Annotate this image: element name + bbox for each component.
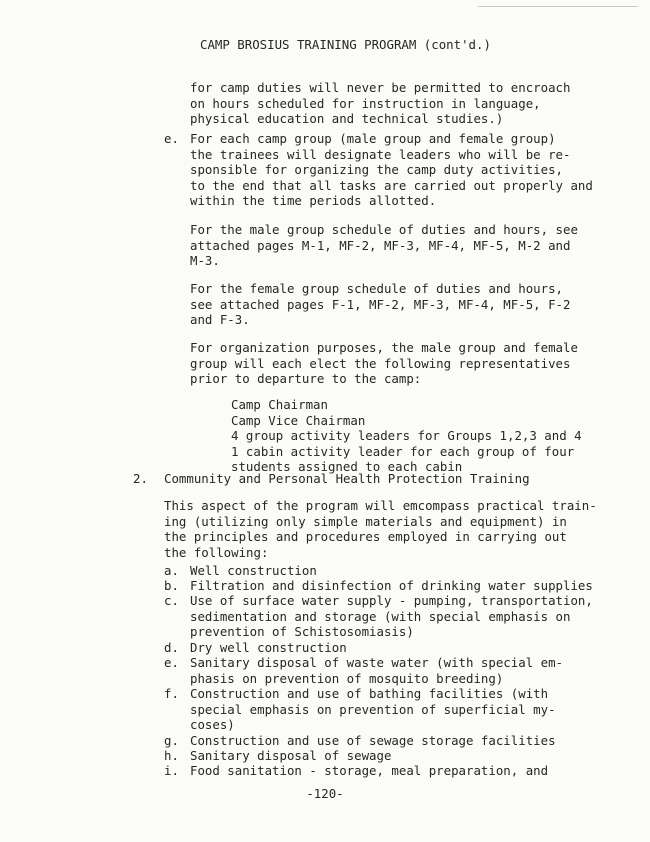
text-line: Construction and use of bathing facilities (with bbox=[190, 686, 549, 701]
list-item-label: f. bbox=[164, 686, 179, 701]
text-line: M-3. bbox=[190, 253, 220, 268]
list-item-label: i. bbox=[164, 763, 179, 778]
list-item bbox=[190, 686, 556, 733]
list-item bbox=[190, 733, 556, 749]
text-line: the trainees will designate leaders who will be re- bbox=[190, 146, 571, 162]
text-line: sponsible for organizing the camp duty activities, bbox=[190, 162, 563, 177]
text-line: prevention of Schistosomiasis) bbox=[190, 624, 414, 639]
text-line: on hours scheduled for instruction in language, bbox=[190, 95, 541, 111]
list-item: students assigned to each cabin bbox=[231, 459, 463, 474]
text-line: Sanitary disposal of waste water (with special em- bbox=[190, 655, 563, 670]
text-line: This aspect of the program will emcompass practical train- bbox=[164, 498, 597, 513]
section-2-number: 2. bbox=[133, 471, 148, 486]
text-line: and F-3. bbox=[190, 312, 250, 327]
text-line: Sanitary disposal of sewage bbox=[190, 748, 392, 763]
list-item-label: a. bbox=[164, 563, 179, 578]
text-line: the following: bbox=[164, 544, 269, 560]
list-item-label: g. bbox=[164, 733, 179, 748]
text-line: sedimentation and storage (with special emphasis on bbox=[190, 608, 571, 624]
text-line: For organization purposes, the male group and female bbox=[190, 340, 578, 355]
text-line: within the time periods allotted. bbox=[190, 193, 437, 208]
continuation-paragraph bbox=[190, 80, 570, 127]
text-line: attached pages M-1, MF-2, MF-3, MF-4, MF-5, M-2 and bbox=[190, 237, 571, 253]
text-line: group will each elect the following representatives bbox=[190, 355, 571, 371]
list-item bbox=[190, 763, 548, 779]
text-line: Construction and use of sewage storage facilities bbox=[190, 733, 556, 748]
scan-edge-line bbox=[478, 6, 638, 7]
list-item bbox=[190, 640, 347, 656]
list-item-label: c. bbox=[164, 593, 179, 608]
list-item-label: b. bbox=[164, 578, 179, 593]
list-item: Camp Chairman bbox=[231, 397, 328, 412]
list-item-label: h. bbox=[164, 748, 179, 763]
page-number: -120- bbox=[306, 786, 344, 801]
list-item: 1 cabin activity leader for each group of four bbox=[231, 443, 575, 459]
text-line: Food sanitation - storage, meal preparation, and bbox=[190, 763, 549, 778]
representatives-list bbox=[231, 397, 582, 475]
text-line: the principles and procedures employed in carrying out bbox=[164, 529, 567, 544]
text-line: coses) bbox=[190, 717, 235, 732]
text-line: physical education and technical studies.) bbox=[190, 111, 504, 126]
text-line: Well construction bbox=[190, 563, 317, 578]
text-line: For the male group schedule of duties and hours, see bbox=[190, 222, 578, 237]
female-schedule-paragraph bbox=[190, 281, 570, 328]
text-line: Filtration and disinfection of drinking water supplies bbox=[190, 578, 593, 593]
section-2-title: Community and Personal Health Protection Training bbox=[164, 471, 530, 486]
list-item bbox=[190, 563, 317, 579]
organization-paragraph bbox=[190, 340, 578, 387]
list-item: 4 group activity leaders for Groups 1,2,3 and 4 bbox=[231, 428, 582, 443]
list-item bbox=[190, 748, 391, 764]
list-item-label: d. bbox=[164, 640, 179, 655]
list-item: Camp Vice Chairman bbox=[231, 412, 366, 428]
text-line: prior to departure to the camp: bbox=[190, 371, 422, 386]
item-e-paragraph bbox=[190, 131, 593, 209]
text-line: ing (utilizing only simple materials and equipment) in bbox=[164, 513, 567, 529]
list-item bbox=[190, 593, 593, 640]
section-2-intro bbox=[164, 498, 597, 560]
list-item-label: e. bbox=[164, 655, 179, 670]
item-e-label: e. bbox=[164, 131, 179, 146]
text-line: special emphasis on prevention of superficial my- bbox=[190, 701, 556, 717]
text-line: to the end that all tasks are carried out properly and bbox=[190, 177, 593, 193]
text-line: For each camp group (male group and female group) bbox=[190, 131, 556, 146]
list-item bbox=[190, 655, 563, 686]
text-line: for camp duties will never be permitted to encroach bbox=[190, 80, 571, 95]
text-line: Use of surface water supply - pumping, transportation, bbox=[190, 593, 593, 608]
text-line: see attached pages F-1, MF-2, MF-3, MF-4, MF-5, F-2 bbox=[190, 296, 571, 312]
text-line: Dry well construction bbox=[190, 640, 347, 655]
male-schedule-paragraph bbox=[190, 222, 578, 269]
text-line: phasis on prevention of mosquito breeding) bbox=[190, 670, 504, 686]
text-line: For the female group schedule of duties and hours, bbox=[190, 281, 563, 296]
page-header: CAMP BROSIUS TRAINING PROGRAM (cont'd.) bbox=[200, 37, 491, 52]
list-item bbox=[190, 578, 593, 594]
